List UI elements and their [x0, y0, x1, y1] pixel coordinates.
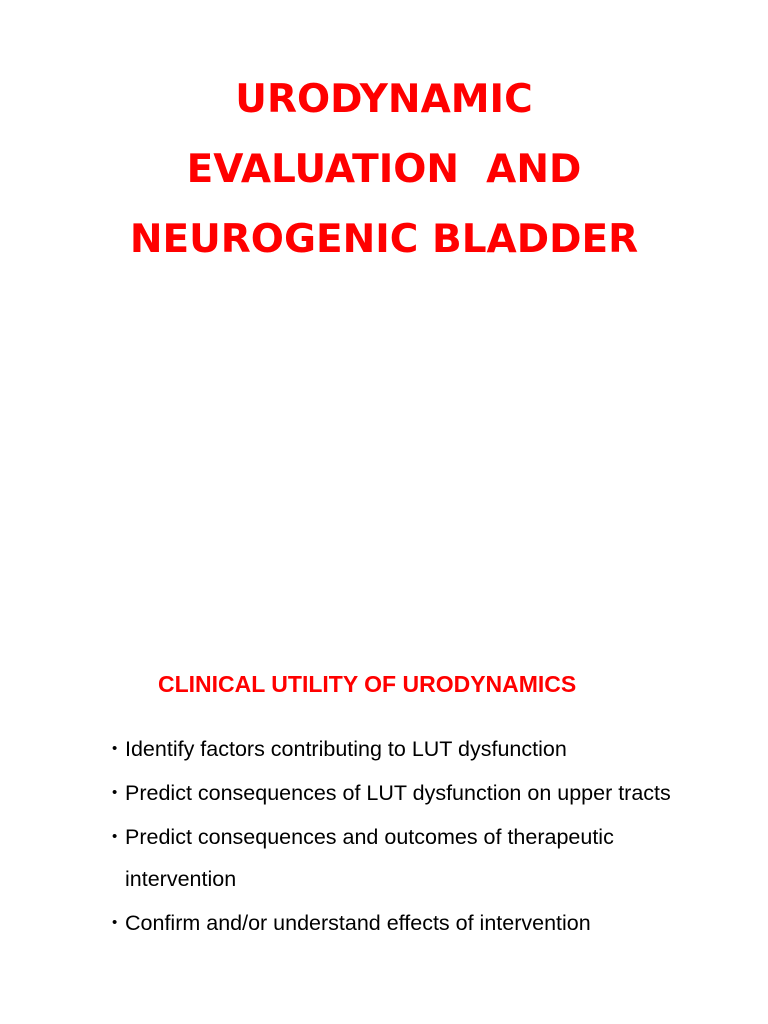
bullet-text: Predict consequences and outcomes of therapeutic intervention	[125, 825, 614, 891]
presentation-title	[0, 76, 768, 286]
title-line-3: NEUROGENIC BLADDER	[129, 217, 639, 262]
title-line-2: EVALUATION AND	[186, 147, 582, 192]
section-heading: CLINICAL UTILITY OF URODYNAMICS	[158, 671, 577, 697]
list-item	[112, 728, 712, 770]
title-line-1: URODYNAMIC	[235, 77, 533, 122]
bullet-text: Confirm and/or understand effects of intervention	[125, 911, 591, 935]
bullet-text: Predict consequences of LUT dysfunction on upper tracts	[125, 781, 671, 805]
bullet-icon: •	[112, 740, 118, 757]
bullet-icon: •	[112, 828, 118, 845]
list-item	[112, 772, 712, 814]
bullet-icon: •	[112, 784, 118, 801]
list-item	[112, 902, 712, 944]
bullet-text: Identify factors contributing to LUT dysfunction	[125, 737, 567, 761]
bullet-list	[112, 728, 712, 946]
list-item	[112, 816, 712, 900]
bullet-icon: •	[112, 914, 118, 931]
